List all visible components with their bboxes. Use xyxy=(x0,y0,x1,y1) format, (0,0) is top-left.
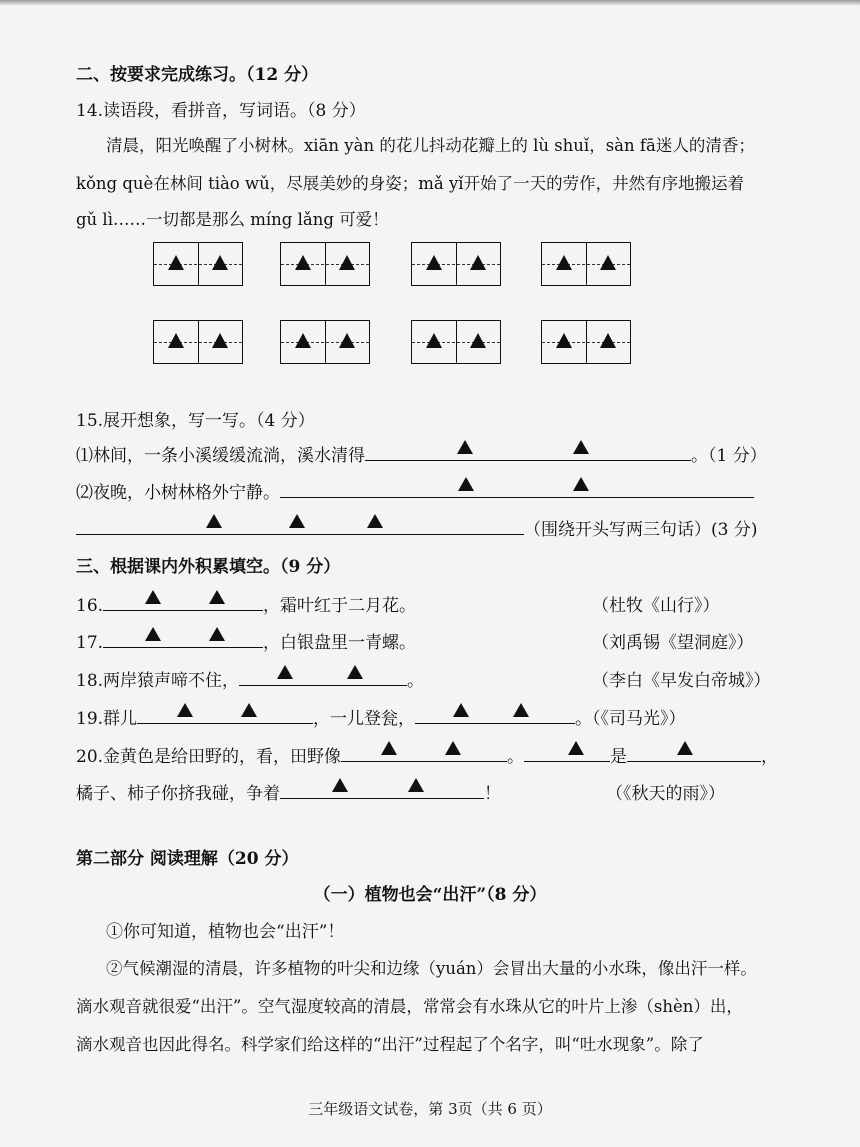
answer-blank[interactable] xyxy=(415,705,575,724)
answer-blank[interactable] xyxy=(341,743,507,762)
q20-line2-suffix: ！ xyxy=(484,784,501,804)
q15-2-prefix: ⑵夜晚，小树林格外宁静。 xyxy=(76,483,280,503)
q16-source: （杜牧《山行》） xyxy=(592,596,720,616)
q16-line xyxy=(76,591,416,616)
answer-blank[interactable] xyxy=(524,743,610,762)
q20-line-1 xyxy=(76,742,778,767)
passage-paragraph-1: ①你可知道，植物也会“出汗”！ xyxy=(106,922,345,942)
writing-boxes-row-2 xyxy=(0,320,860,370)
answer-blank[interactable] xyxy=(76,516,524,535)
answer-blank[interactable] xyxy=(280,479,754,498)
q14-paragraph-line-2: kǒng què在林间 tiào wǔ，尽展美妙的身姿；mǎ yǐ开始了一天的劳作，井然有序地搬运着 xyxy=(76,174,745,193)
answer-blank[interactable] xyxy=(137,705,313,724)
answer-blank[interactable] xyxy=(627,743,761,762)
writing-boxes-row-1 xyxy=(0,242,860,292)
writing-box[interactable] xyxy=(280,320,370,364)
q20-source: （《秋天的雨》） xyxy=(606,784,725,804)
writing-box[interactable] xyxy=(541,242,631,286)
answer-blank[interactable] xyxy=(103,592,263,611)
q20-mid-2: 是 xyxy=(610,747,628,767)
answer-blank[interactable] xyxy=(365,442,691,461)
q17-suffix: ，白银盘里一青螺。 xyxy=(263,633,417,653)
q20-line2-prefix: 橘子、柿子你挤我碰，争着 xyxy=(76,784,280,804)
writing-box[interactable] xyxy=(541,320,631,364)
q19-suffix: 。（《司马光》） xyxy=(575,709,686,729)
answer-blank[interactable] xyxy=(280,780,484,799)
question-14-title: 14.读语段，看拼音，写词语。（8 分） xyxy=(76,101,366,121)
q15-1-prefix: ⑴林间，一条小溪缓缓流淌，溪水清得 xyxy=(76,446,365,466)
q18-prefix: 18.两岸猿声啼不住， xyxy=(76,671,240,691)
passage-title: （一）植物也会“出汗”（8 分） xyxy=(313,885,547,905)
q19-mid: ，一儿登瓮， xyxy=(313,709,416,729)
q15-1-suffix: 。（1 分） xyxy=(691,446,767,466)
passage-paragraph-2-line-2: 滴水观音就很爱“出汗”。空气湿度较高的清晨，常常会有水珠从它的叶片上渗（shèn）出， xyxy=(76,997,743,1016)
q16-suffix: ，霜叶红于二月花。 xyxy=(263,596,417,616)
q15-2-note: （围绕开头写两三句话）(3 分) xyxy=(524,520,758,540)
section-heading-2: 二、按要求完成练习。（12 分） xyxy=(76,65,319,85)
question-15-title: 15.展开想象，写一写。（4 分） xyxy=(76,411,315,431)
q17-prefix: 17. xyxy=(76,633,104,653)
part-2-heading: 第二部分 阅读理解（20 分） xyxy=(76,849,299,869)
q15-1-line xyxy=(76,441,767,466)
writing-box[interactable] xyxy=(280,242,370,286)
q16-prefix: 16. xyxy=(76,596,104,616)
q14-paragraph-line-3: gǔ lì……一切都是那么 míng lǎng 可爱！ xyxy=(76,210,389,229)
q17-source: （刘禹锡《望洞庭》） xyxy=(592,633,754,653)
q19-line xyxy=(76,704,686,729)
answer-blank[interactable] xyxy=(239,667,407,686)
writing-box[interactable] xyxy=(153,320,243,364)
page-footer: 三年级语文试卷，第 3页（共 6 页） xyxy=(308,1100,552,1118)
q19-prefix: 19.群儿 xyxy=(76,709,138,729)
q18-suffix: 。 xyxy=(407,671,425,691)
writing-box[interactable] xyxy=(411,320,501,364)
q15-2-continuation xyxy=(76,515,757,540)
passage-paragraph-2-line-1: ②气候潮湿的清晨，许多植物的叶尖和边缘（yuán）会冒出大量的小水珠，像出汗一样。 xyxy=(106,959,757,978)
section-heading-3: 三、根据课内外积累填空。（9 分） xyxy=(76,557,341,577)
answer-blank[interactable] xyxy=(103,629,263,648)
q18-line xyxy=(76,666,424,691)
q15-2-line xyxy=(76,478,754,503)
q20-mid-1: 。 xyxy=(507,747,525,767)
q17-line xyxy=(76,628,416,653)
q18-source: （李白《早发白帝城》） xyxy=(592,671,771,691)
writing-box[interactable] xyxy=(153,242,243,286)
q14-paragraph-line-1: 清晨，阳光唤醒了小树林。xiān yàn 的花儿抖动花瓣上的 lù shuǐ，sàn fā迷人的清香； xyxy=(106,136,755,155)
q20-prefix: 20.金黄色是给田野的，看，田野像 xyxy=(76,747,342,767)
passage-paragraph-2-line-3: 滴水观音也因此得名。科学家们给这样的“出汗”过程起了个名字，叫“吐水现象”。除了 xyxy=(76,1035,704,1054)
q20-end: ， xyxy=(761,747,779,767)
scan-edge xyxy=(0,0,860,6)
q20-line-2 xyxy=(76,779,501,804)
writing-box[interactable] xyxy=(411,242,501,286)
